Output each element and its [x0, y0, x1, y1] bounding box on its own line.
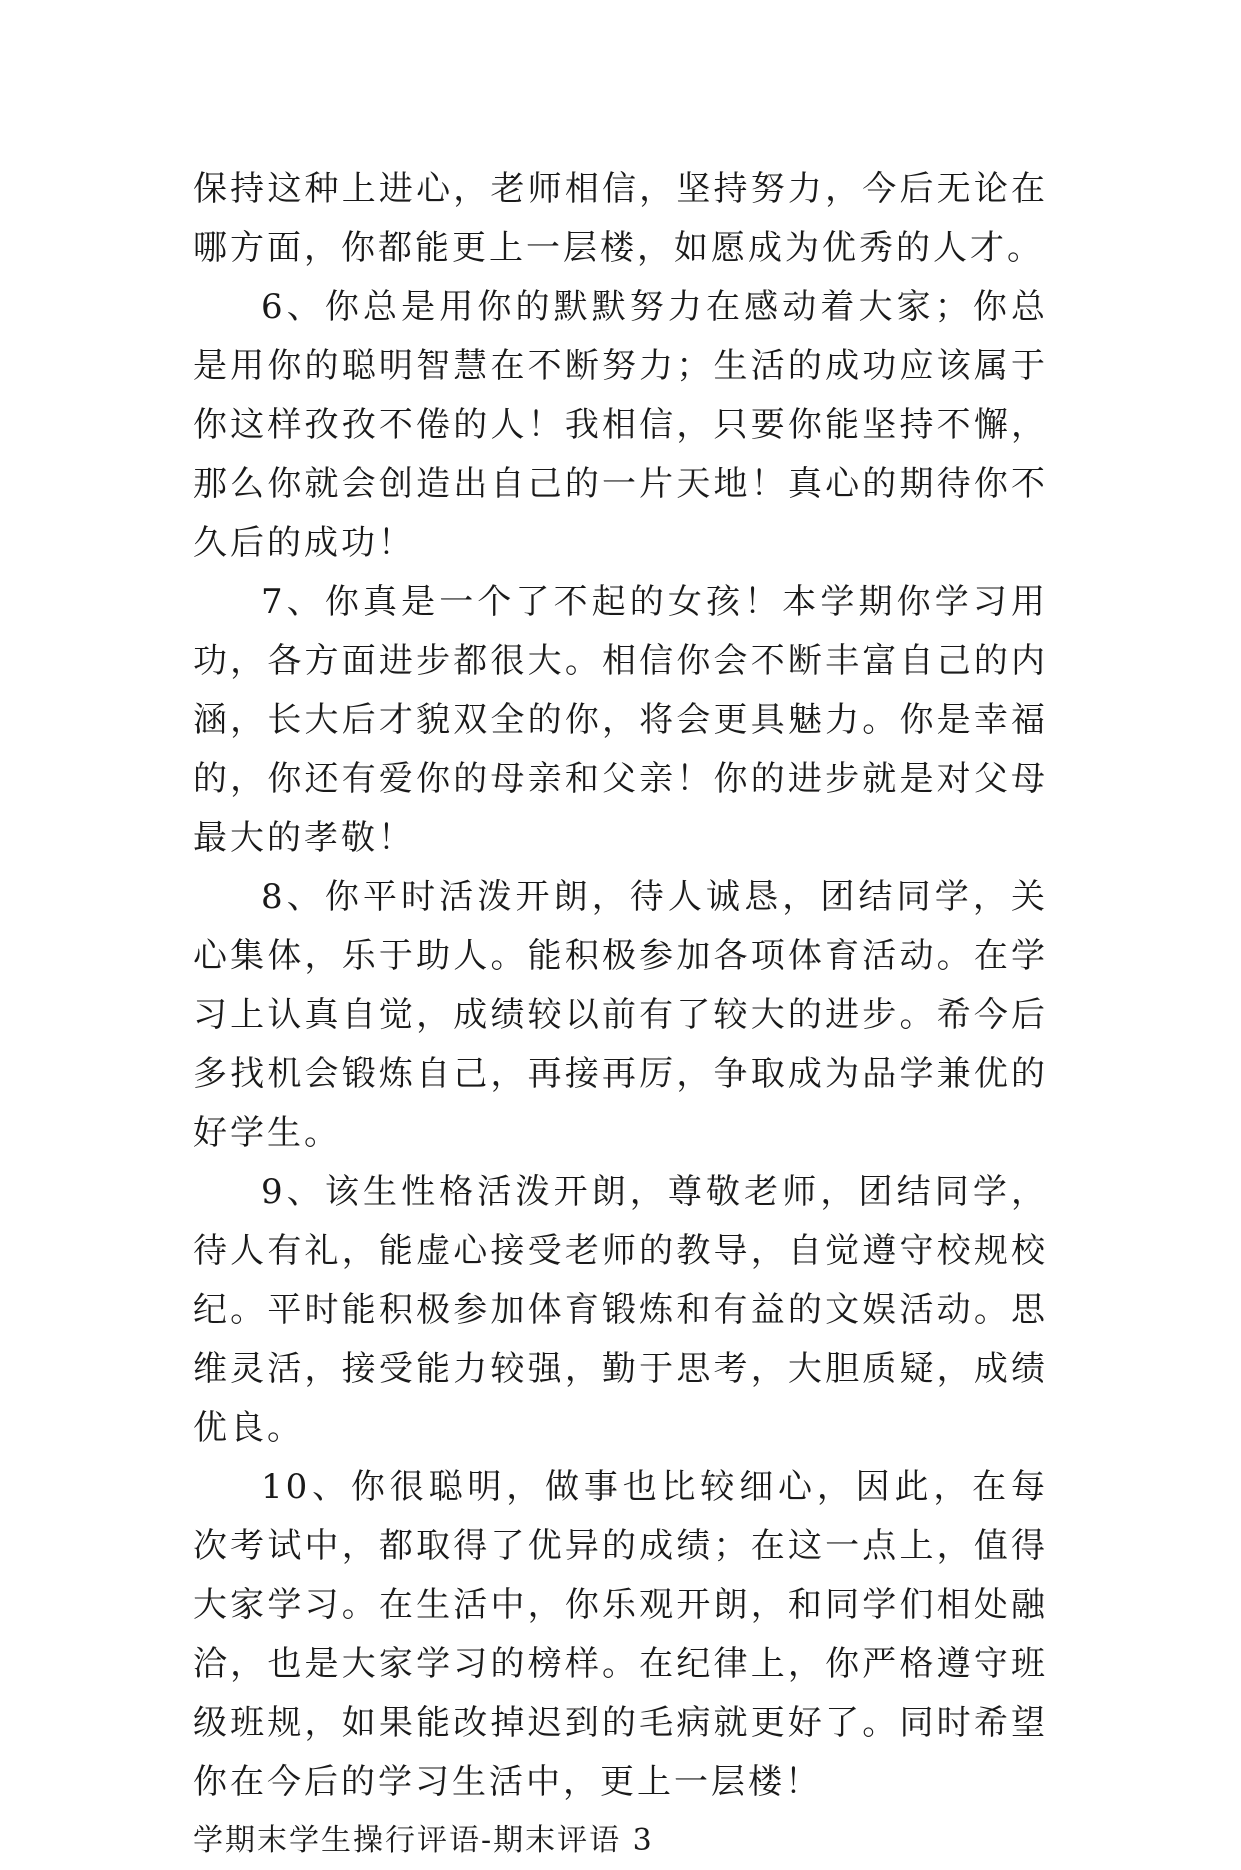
section-heading: 学期末学生操行评语-期末评语 3 [193, 1823, 654, 1858]
document-page [193, 160, 1048, 1870]
comment-item-10: 10、你很聪明，做事也比较细心，因此，在每次考试中，都取得了优异的成绩；在这一点上，值得大家学习。在生活中，你乐观开朗，和同学们相处融洽，也是大家学习的榜样。在纪律上，你严格遵守班级班规，如果能改掉迟到的毛病就更好了。同时希望你在今后的学习生活中，更上一层楼！ [193, 1467, 1048, 1802]
comment-item-9: 9、该生性格活泼开朗，尊敬老师，团结同学，待人有礼，能虚心接受老师的教导，自觉遵守校规校纪。平时能积极参加体育锻炼和有益的文娱活动。思维灵活，接受能力较强，勤于思考，大胆质疑，成绩优良。 [193, 1172, 1048, 1448]
comment-item-7: 7、你真是一个了不起的女孩！本学期你学习用功，各方面进步都很大。相信你会不断丰富自己的内涵，长大后才貌双全的你，将会更具魅力。你是幸福的，你还有爱你的母亲和父亲！你的进步就是对父母最大的孝敬！ [193, 582, 1048, 858]
comment-item-8: 8、你平时活泼开朗，待人诚恳，团结同学，关心集体，乐于助人。能积极参加各项体育活动。在学习上认真自觉，成绩较以前有了较大的进步。希今后多找机会锻炼自己，再接再厉，争取成为品学兼优的好学生。 [193, 877, 1048, 1153]
comment-item-6: 6、你总是用你的默默努力在感动着大家；你总是用你的聪明智慧在不断努力；生活的成功应该属于你这样孜孜不倦的人！我相信，只要你能坚持不懈，那么你就会创造出自己的一片天地！真心的期待你不久后的成功！ [193, 287, 1048, 563]
continuation-paragraph: 保持这种上进心，老师相信，坚持努力，今后无论在哪方面，你都能更上一层楼，如愿成为优秀的人才。 [193, 169, 1048, 268]
